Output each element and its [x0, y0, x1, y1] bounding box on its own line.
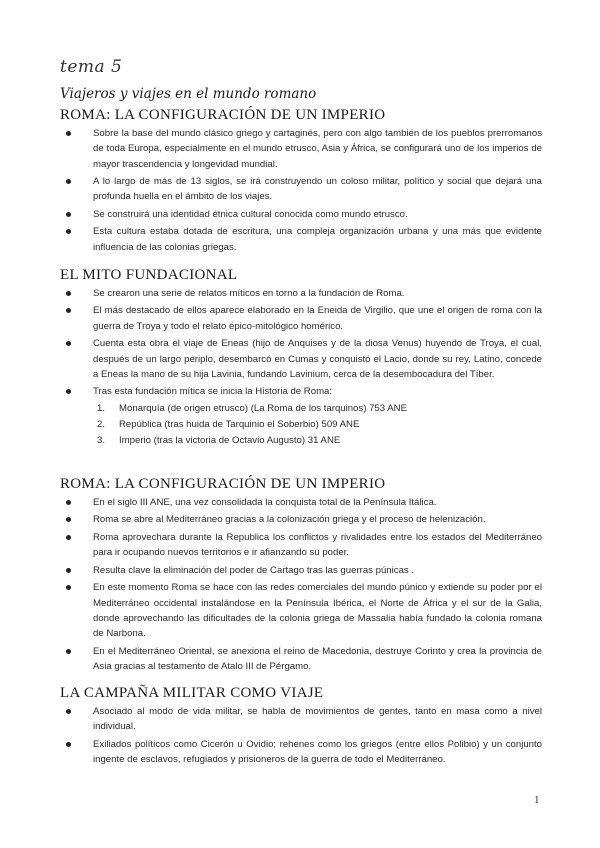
list-item: Asociado al modo de vida militar, se habla de movimientos de gentes, tanto en masa como a nivel individual.: [60, 704, 542, 735]
section-4-bullets: [60, 704, 542, 770]
bullet-icon: [66, 500, 71, 505]
list-item: A lo largo de más de 13 siglos, se irá construyendo un coloso militar, político y social que dejará una profunda huella en el ámbito de los viajes.: [60, 174, 542, 205]
list-item: El más destacado de ellos aparece elaborado en la Eneida de Virgilio, que une el origen de roma con la guerra de Troya y todo el relato épico-mitológico homérico.: [60, 303, 542, 334]
bullet-icon: [66, 517, 71, 522]
section-1-bullets: [60, 126, 542, 257]
list-item: En el Mediterráneo Oriental, se anexiona el reino de Macedonia, destruye Corinto y crea la provincia de Asia gracias al testamento de Atalo III de Pérgamo.: [60, 644, 542, 675]
section-2-bullets: [60, 286, 542, 451]
list-item: Exiliados políticos como Cicerón u Ovidio; rehenes como los griegos (entre ellos Polibio) y un conjunto ingente de esclavos, refugiados y prisioneros de la guerra de todo el Mediterráneo.: [60, 737, 542, 768]
bullet-icon: [66, 742, 71, 747]
list-item: Cuenta esta obra el viaje de Eneas (hijo de Anquises y de la diosa Venus) huyendo de Troya, el cual, después de un largo periplo, desembarcó en Cumas y conquistó el Lacio, donde su rey, Latino, concede a Eneas la mano de su hija Lavinia, fundando Lavinium, cerca de la desembocadura del Tíber.: [60, 336, 542, 382]
bullet-icon: [66, 229, 71, 234]
list-item: Esta cultura estaba dotada de escritura, una compleja organización urbana y una más que evidente influencia de las colonias griegas.: [60, 224, 542, 255]
bullet-icon: [66, 568, 71, 573]
list-item: En el siglo III ANE, una vez consolidada la conquista total de la Península Itálica.: [60, 495, 542, 510]
numbered-list-item: 1. Monarquía (de origen etrusco) (La Roma de los tarquinos) 753 ANE: [97, 402, 407, 414]
bullet-icon: [66, 709, 71, 714]
list-item: Tras esta fundación mítica se inicia la Historia de Roma: 1. Monarquía (de origen etrusco) (La Roma de los tarquinos) 753 ANE 2. República (tras huida de Tarquinio el Soberbio) 509 ANE 3. Imperio (tras la victoria de Octavio Augusto) 31 ANE: [60, 384, 542, 448]
list-item: Se crearon una serie de relatos míticos en torno a la fundación de Roma.: [60, 286, 542, 301]
numbered-list-item: 3. Imperio (tras la victoria de Octavio Augusto) 31 ANE: [97, 435, 341, 447]
bullet-icon: [66, 585, 71, 590]
section-heading-mito-fundacional: EL MITO FUNDACIONAL: [60, 267, 238, 283]
bullet-icon: [66, 649, 71, 654]
section-heading-campana-militar: LA CAMPAÑA MILITAR COMO VIAJE: [60, 685, 324, 701]
list-item: Sobre la base del mundo clásico griego y cartaginés, pero con algo también de los pueblos prerromanos de toda Europa, especialmente en el mundo etrusco, Asia y África, se configurará uno de los imperios de mayor trascendencia y longevidad mundial.: [60, 126, 542, 172]
bullet-icon: [66, 179, 71, 184]
list-item: En este momento Roma se hace con las redes comerciales del mundo púnico y extiende su poder por el Mediterráneo occidental instalándose en la Península Ibérica, el Norte de África y el sur de la Galia, donde aprovechando las dificultades de la colonia griega de Massalia había fundado la colonia romana de Narbona.: [60, 580, 542, 641]
page-number: 1: [534, 794, 540, 806]
section-heading-roma-imperio-1: ROMA: LA CONFIGURACIÓN DE UN IMPERIO: [60, 107, 386, 123]
list-item: Resulta clave la eliminación del poder de Cartago tras las guerras púnicas .: [60, 563, 542, 578]
list-item: Roma se abre al Mediterráneo gracias a la colonización griega y el proceso de helenización.: [60, 512, 542, 527]
list-item: Se construirá una identidad étnica cultural conocida como mundo etrusco.: [60, 207, 542, 222]
handwritten-topic-label: tema 5: [60, 57, 123, 77]
numbered-list-item: 2. República (tras huida de Tarquinio el Soberbio) 509 ANE: [97, 418, 360, 430]
section-3-bullets: [60, 495, 542, 676]
bullet-icon: [66, 389, 71, 394]
list-item: Roma aprovechara durante la Republica los conflictos y rivalidades entre los estados del Mediterráneo para ir ocupando nuevos territorios e ir afianzando su poder.: [60, 530, 542, 561]
bullet-icon: [66, 212, 71, 217]
section-heading-roma-imperio-2: ROMA: LA CONFIGURACIÓN DE UN IMPERIO: [60, 476, 386, 492]
bullet-icon: [66, 291, 71, 296]
bullet-icon: [66, 341, 71, 346]
bullet-icon: [66, 308, 71, 313]
bullet-icon: [66, 535, 71, 540]
historia-roma-periods-list: [93, 401, 542, 449]
bullet-icon: [66, 131, 71, 136]
document-subtitle: Viajeros y viajes en el mundo romano: [60, 86, 317, 102]
